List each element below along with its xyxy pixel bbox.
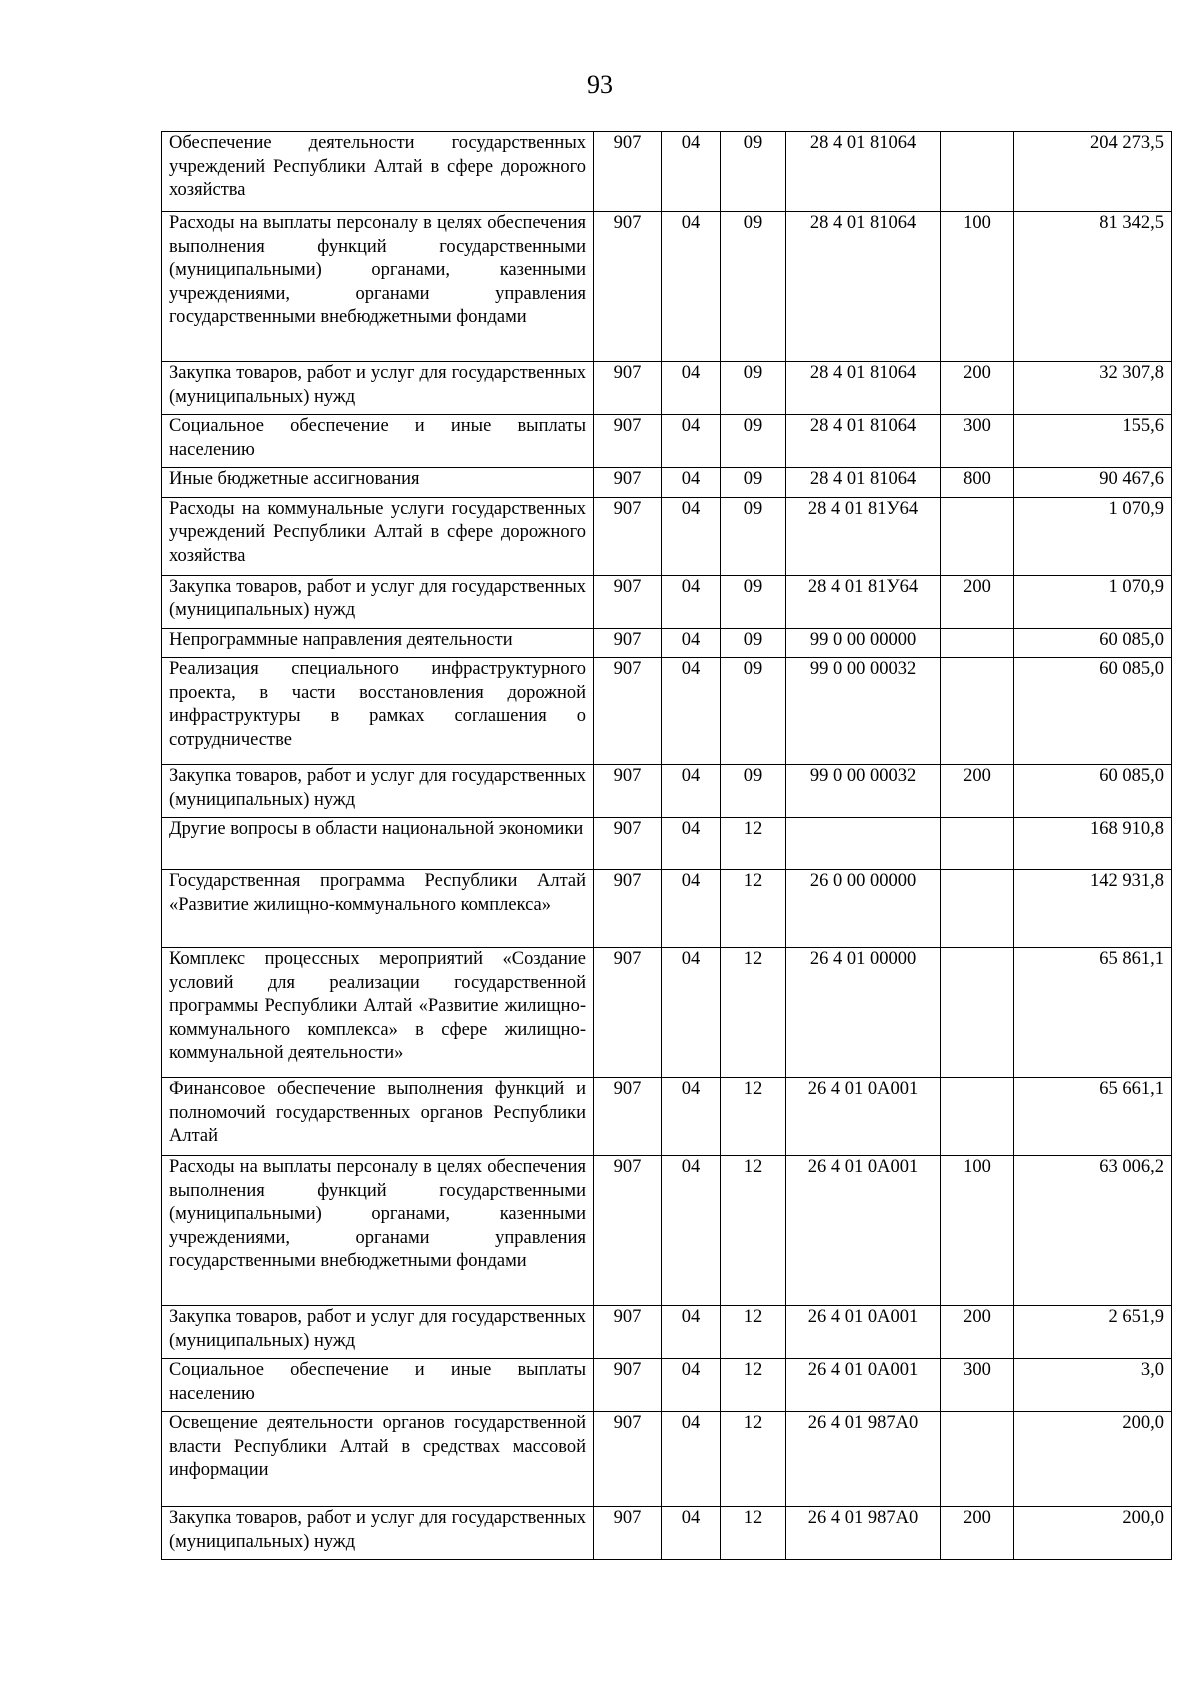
row-name: Закупка товаров, работ и услуг для государственных (муниципальных) нужд bbox=[162, 575, 594, 628]
table-row bbox=[162, 870, 1172, 948]
row-name: Иные бюджетные ассигнования bbox=[162, 468, 594, 498]
ministry-code: 907 bbox=[594, 468, 662, 498]
target-code: 28 4 01 81У64 bbox=[786, 575, 941, 628]
amount: 155,6 bbox=[1014, 415, 1172, 468]
row-name: Финансовое обеспечение выполнения функций и полномочий государственных органов Республики Алтай bbox=[162, 1078, 594, 1156]
section-code: 04 bbox=[662, 1078, 721, 1156]
row-name: Социальное обеспечение и иные выплаты населению bbox=[162, 1359, 594, 1412]
row-name: Комплекс процессных мероприятий «Создание условий для реализации государственной программы Республики Алтай «Развитие жилищно-коммунального комплекса» в сфере жилищно-коммунальной деятельности» bbox=[162, 948, 594, 1078]
amount: 90 467,6 bbox=[1014, 468, 1172, 498]
amount: 142 931,8 bbox=[1014, 870, 1172, 948]
row-name: Расходы на коммунальные услуги государственных учреждений Республики Алтай в сфере дорожного хозяйства bbox=[162, 497, 594, 575]
row-name: Реализация специального инфраструктурного проекта, в части восстановления дорожной инфраструктуры в рамках соглашения о сотрудничестве bbox=[162, 658, 594, 765]
ministry-code: 907 bbox=[594, 765, 662, 818]
ministry-code: 907 bbox=[594, 870, 662, 948]
ministry-code: 907 bbox=[594, 1078, 662, 1156]
subsection-code: 12 bbox=[721, 1412, 786, 1507]
subsection-code: 12 bbox=[721, 870, 786, 948]
row-name: Расходы на выплаты персоналу в целях обеспечения выполнения функций государственными (муниципальными) органами, казенными учреждениями, органами управления государственными внебюджетными фондами bbox=[162, 1156, 594, 1306]
ministry-code: 907 bbox=[594, 818, 662, 870]
amount: 65 661,1 bbox=[1014, 1078, 1172, 1156]
table-row bbox=[162, 132, 1172, 212]
subsection-code: 09 bbox=[721, 362, 786, 415]
subsection-code: 12 bbox=[721, 1078, 786, 1156]
subsection-code: 12 bbox=[721, 1156, 786, 1306]
row-name: Государственная программа Республики Алтай «Развитие жилищно-коммунального комплекса» bbox=[162, 870, 594, 948]
ministry-code: 907 bbox=[594, 948, 662, 1078]
expense-type-code bbox=[941, 658, 1014, 765]
row-name: Расходы на выплаты персоналу в целях обеспечения выполнения функций государственными (муниципальными) органами, казенными учреждениями, органами управления государственными внебюджетными фондами bbox=[162, 212, 594, 362]
table-row bbox=[162, 1078, 1172, 1156]
target-code: 26 4 01 987А0 bbox=[786, 1507, 941, 1560]
expense-type-code: 200 bbox=[941, 575, 1014, 628]
table-row bbox=[162, 1507, 1172, 1560]
row-name: Другие вопросы в области национальной экономики bbox=[162, 818, 594, 870]
table-row bbox=[162, 1306, 1172, 1359]
row-name: Освещение деятельности органов государственной власти Республики Алтай в средствах массовой информации bbox=[162, 1412, 594, 1507]
row-name: Закупка товаров, работ и услуг для государственных (муниципальных) нужд bbox=[162, 1507, 594, 1560]
subsection-code: 12 bbox=[721, 948, 786, 1078]
target-code: 28 4 01 81064 bbox=[786, 468, 941, 498]
row-name: Социальное обеспечение и иные выплаты населению bbox=[162, 415, 594, 468]
target-code: 26 4 01 987А0 bbox=[786, 1412, 941, 1507]
subsection-code: 12 bbox=[721, 1507, 786, 1560]
section-code: 04 bbox=[662, 1507, 721, 1560]
amount: 204 273,5 bbox=[1014, 132, 1172, 212]
section-code: 04 bbox=[662, 497, 721, 575]
subsection-code: 09 bbox=[721, 132, 786, 212]
amount: 32 307,8 bbox=[1014, 362, 1172, 415]
page-number: 93 bbox=[587, 70, 613, 99]
expense-type-code bbox=[941, 870, 1014, 948]
section-code: 04 bbox=[662, 415, 721, 468]
expense-type-code: 200 bbox=[941, 362, 1014, 415]
target-code: 28 4 01 81064 bbox=[786, 415, 941, 468]
amount: 60 085,0 bbox=[1014, 658, 1172, 765]
subsection-code: 09 bbox=[721, 575, 786, 628]
target-code: 26 4 01 0А001 bbox=[786, 1306, 941, 1359]
expense-type-code bbox=[941, 1412, 1014, 1507]
ministry-code: 907 bbox=[594, 658, 662, 765]
section-code: 04 bbox=[662, 575, 721, 628]
section-code: 04 bbox=[662, 628, 721, 658]
section-code: 04 bbox=[662, 948, 721, 1078]
amount: 200,0 bbox=[1014, 1412, 1172, 1507]
ministry-code: 907 bbox=[594, 415, 662, 468]
amount: 63 006,2 bbox=[1014, 1156, 1172, 1306]
expense-type-code bbox=[941, 818, 1014, 870]
target-code: 26 4 01 0А001 bbox=[786, 1156, 941, 1306]
subsection-code: 09 bbox=[721, 658, 786, 765]
amount: 200,0 bbox=[1014, 1507, 1172, 1560]
expense-type-code: 800 bbox=[941, 468, 1014, 498]
expense-type-code bbox=[941, 132, 1014, 212]
target-code: 28 4 01 81064 bbox=[786, 132, 941, 212]
expense-type-code: 200 bbox=[941, 1507, 1014, 1560]
target-code: 26 0 00 00000 bbox=[786, 870, 941, 948]
target-code: 28 4 01 81064 bbox=[786, 212, 941, 362]
amount: 1 070,9 bbox=[1014, 497, 1172, 575]
row-name: Закупка товаров, работ и услуг для государственных (муниципальных) нужд bbox=[162, 362, 594, 415]
amount: 60 085,0 bbox=[1014, 765, 1172, 818]
subsection-code: 12 bbox=[721, 1306, 786, 1359]
subsection-code: 12 bbox=[721, 1359, 786, 1412]
row-name: Непрограммные направления деятельности bbox=[162, 628, 594, 658]
table-row bbox=[162, 818, 1172, 870]
row-name: Закупка товаров, работ и услуг для государственных (муниципальных) нужд bbox=[162, 1306, 594, 1359]
section-code: 04 bbox=[662, 1156, 721, 1306]
subsection-code: 12 bbox=[721, 818, 786, 870]
ministry-code: 907 bbox=[594, 1412, 662, 1507]
table-row bbox=[162, 1156, 1172, 1306]
section-code: 04 bbox=[662, 1306, 721, 1359]
expense-type-code: 300 bbox=[941, 1359, 1014, 1412]
table-row bbox=[162, 468, 1172, 498]
expense-type-code bbox=[941, 1078, 1014, 1156]
target-code: 26 4 01 0А001 bbox=[786, 1359, 941, 1412]
target-code: 28 4 01 81У64 bbox=[786, 497, 941, 575]
table-row bbox=[162, 575, 1172, 628]
section-code: 04 bbox=[662, 468, 721, 498]
table-row bbox=[162, 765, 1172, 818]
section-code: 04 bbox=[662, 870, 721, 948]
table-row bbox=[162, 1412, 1172, 1507]
expense-type-code: 300 bbox=[941, 415, 1014, 468]
ministry-code: 907 bbox=[594, 497, 662, 575]
ministry-code: 907 bbox=[594, 575, 662, 628]
target-code: 99 0 00 00000 bbox=[786, 628, 941, 658]
target-code: 99 0 00 00032 bbox=[786, 658, 941, 765]
amount: 65 861,1 bbox=[1014, 948, 1172, 1078]
subsection-code: 09 bbox=[721, 628, 786, 658]
table-row bbox=[162, 212, 1172, 362]
amount: 60 085,0 bbox=[1014, 628, 1172, 658]
expense-type-code: 200 bbox=[941, 765, 1014, 818]
table-row bbox=[162, 497, 1172, 575]
section-code: 04 bbox=[662, 818, 721, 870]
subsection-code: 09 bbox=[721, 765, 786, 818]
ministry-code: 907 bbox=[594, 628, 662, 658]
ministry-code: 907 bbox=[594, 1156, 662, 1306]
budget-table bbox=[161, 131, 1172, 1560]
expense-type-code bbox=[941, 948, 1014, 1078]
subsection-code: 09 bbox=[721, 497, 786, 575]
table-row bbox=[162, 415, 1172, 468]
subsection-code: 09 bbox=[721, 212, 786, 362]
table-row bbox=[162, 362, 1172, 415]
ministry-code: 907 bbox=[594, 1507, 662, 1560]
row-name: Обеспечение деятельности государственных учреждений Республики Алтай в сфере дорожного хозяйства bbox=[162, 132, 594, 212]
target-code: 99 0 00 00032 bbox=[786, 765, 941, 818]
section-code: 04 bbox=[662, 212, 721, 362]
table-row bbox=[162, 1359, 1172, 1412]
expense-type-code bbox=[941, 628, 1014, 658]
section-code: 04 bbox=[662, 1359, 721, 1412]
row-name: Закупка товаров, работ и услуг для государственных (муниципальных) нужд bbox=[162, 765, 594, 818]
section-code: 04 bbox=[662, 362, 721, 415]
target-code: 26 4 01 00000 bbox=[786, 948, 941, 1078]
ministry-code: 907 bbox=[594, 212, 662, 362]
table-row bbox=[162, 948, 1172, 1078]
target-code: 26 4 01 0А001 bbox=[786, 1078, 941, 1156]
ministry-code: 907 bbox=[594, 1359, 662, 1412]
section-code: 04 bbox=[662, 658, 721, 765]
expense-type-code: 200 bbox=[941, 1306, 1014, 1359]
table-row bbox=[162, 628, 1172, 658]
subsection-code: 09 bbox=[721, 468, 786, 498]
expense-type-code bbox=[941, 497, 1014, 575]
section-code: 04 bbox=[662, 765, 721, 818]
expense-type-code: 100 bbox=[941, 212, 1014, 362]
amount: 2 651,9 bbox=[1014, 1306, 1172, 1359]
section-code: 04 bbox=[662, 1412, 721, 1507]
target-code bbox=[786, 818, 941, 870]
ministry-code: 907 bbox=[594, 1306, 662, 1359]
amount: 1 070,9 bbox=[1014, 575, 1172, 628]
ministry-code: 907 bbox=[594, 132, 662, 212]
amount: 3,0 bbox=[1014, 1359, 1172, 1412]
section-code: 04 bbox=[662, 132, 721, 212]
ministry-code: 907 bbox=[594, 362, 662, 415]
expense-type-code: 100 bbox=[941, 1156, 1014, 1306]
target-code: 28 4 01 81064 bbox=[786, 362, 941, 415]
table-row bbox=[162, 658, 1172, 765]
subsection-code: 09 bbox=[721, 415, 786, 468]
amount: 168 910,8 bbox=[1014, 818, 1172, 870]
amount: 81 342,5 bbox=[1014, 212, 1172, 362]
